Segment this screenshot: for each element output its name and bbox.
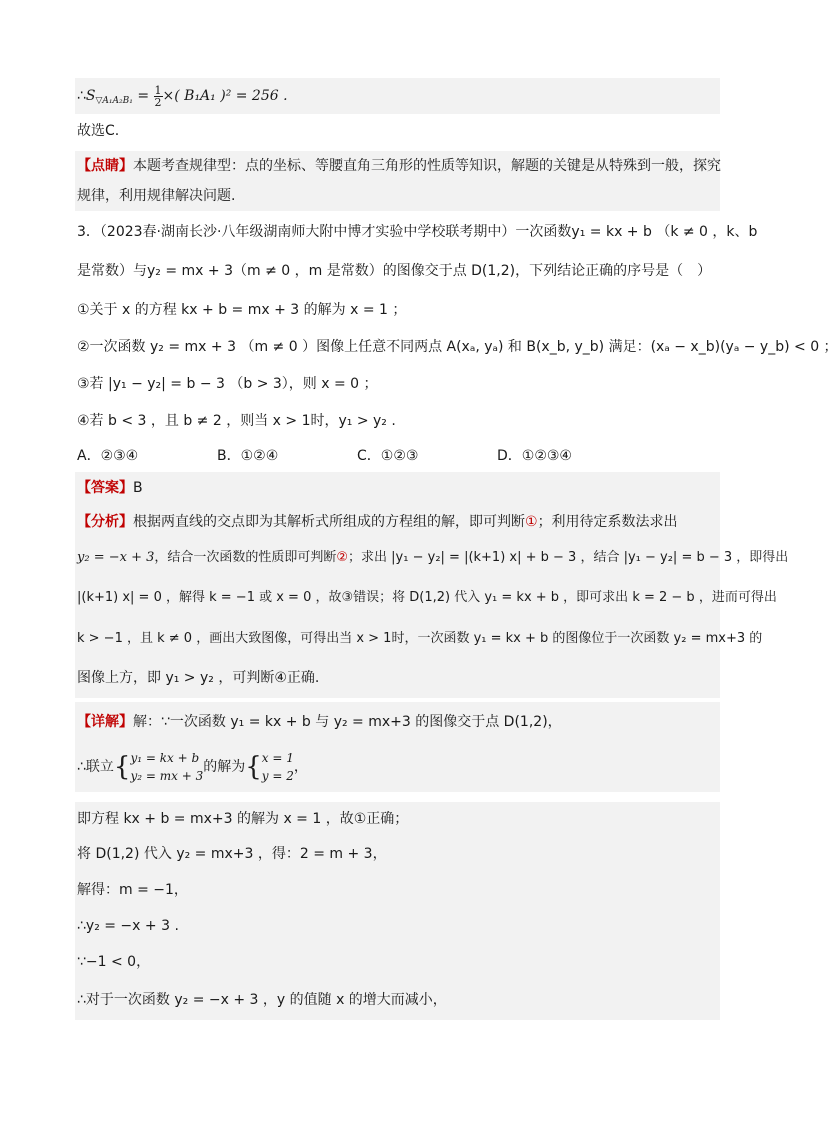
detail-line-3: 即方程 kx + b = mx+3 的解为 x = 1 ，故①正确； (75, 802, 720, 836)
equation-system-1 (130, 749, 203, 785)
analysis-line-3: |(k+1) x| = 0 ，解得 k = −1 或 x = 0 ，故③错误；将 D(1,2) 代入 y₁ = kx + b ，即可求出 k = 2 − b ，进而可得出 (75, 576, 720, 620)
analysis-tail-1: ；利用待定系数法求出 (537, 514, 678, 530)
option-d: D．①②③④ (497, 448, 572, 464)
comment-tag: 【点睛】 (77, 158, 133, 174)
comment-text-1: 本题考查规律型：点的坐标、等腰直角三角形的性质等知识，解题的关键是从特殊到一般，探究 (133, 158, 721, 174)
system-1-eq-1: y₁ = kx + b (130, 751, 200, 765)
detail-line-6: ∴y₂ = −x + 3 . (75, 908, 720, 944)
detail-line-5: 解得：m = −1， (75, 872, 720, 908)
detail-line-4: 将 D(1,2) 代入 y₂ = mx+3 ，得：2 = m + 3， (75, 836, 720, 872)
fraction-denominator: 2 (154, 95, 162, 109)
equals: = (132, 88, 154, 104)
left-brace-2: { (245, 752, 262, 782)
answer-value: B (133, 480, 143, 496)
analysis-ref-1: ① (525, 514, 538, 530)
system-2-eq-2: y = 2 (261, 769, 294, 783)
answer-tag: 【答案】 (77, 480, 133, 496)
detail-tag: 【详解】 (77, 714, 133, 730)
comment-line-2: 规律，利用规律解决问题. (75, 181, 720, 211)
analysis-line-1 (75, 504, 720, 540)
analysis-text-2: ，结合一次函数的性质即可判断 (154, 550, 337, 565)
area-symbol: S (85, 88, 96, 104)
option-c: C．①②③ (357, 448, 419, 464)
answer-line (75, 472, 720, 504)
question-header: 3．（2023春·湖南长沙·八年级湖南师大附中博才实验中学校联考期中）一次函数y₁ = kx + b （k ≠ 0 ，k、b (77, 224, 758, 240)
detail-text-1: 解：∵一次函数 y₁ = kx + b 与 y₂ = mx+3 的图像交于点 D(1,2)， (133, 714, 562, 730)
analysis-tail-2: ；求出 |y₁ − y₂| = |(k+1) x| + b − 3 ，结合 |y₁ − y₂| = b − 3 ，即得出 (348, 550, 789, 565)
detail-end-2: ， (293, 759, 308, 775)
area-subscript: ▽A₁A₂B₁ (95, 96, 133, 106)
area-formula-line (75, 78, 720, 114)
option-b: B．①②④ (217, 448, 279, 464)
analysis-text-1: 根据两直线的交点即为其解析式所组成的方程组的解，即可判断 (133, 514, 525, 530)
analysis-ref-2: ② (336, 550, 349, 565)
analysis-line-5: 图像上方，即 y₁ > y₂ ，可判断④正确. (75, 658, 720, 698)
therefore-symbol: ∴ (77, 88, 86, 104)
analysis-line-2 (75, 540, 789, 576)
left-brace-1: { (113, 752, 131, 782)
fraction-half (154, 85, 163, 108)
detail-line-1 (75, 702, 720, 742)
equation-system-2 (262, 749, 294, 785)
statement-3: ③若 |y₁ − y₂| = b − 3 （b > 3），则 x = 0 ； (77, 376, 378, 392)
options-row (75, 446, 720, 466)
statement-4: ④若 b < 3 ，且 b ≠ 2 ，则当 x > 1时，y₁ > y₂ . (77, 413, 396, 429)
analysis-tag: 【分析】 (77, 514, 133, 530)
detail-mid-2: 的解为 (203, 759, 246, 775)
detail-line-7: ∵−1 < 0， (75, 944, 720, 980)
option-a: A．②③④ (77, 448, 139, 464)
statement-2: ②一次函数 y₂ = mx + 3 （m ≠ 0 ）图像上任意不同两点 A(xₐ, yₐ) 和 B(x_b, y_b) 满足：(xₐ − x_b)(yₐ − y_b) < 0 ； (77, 339, 838, 355)
question-line-2: 是常数）与y₂ = mx + 3（m ≠ 0 ，m 是常数）的图像交于点 D(1,2)，下列结论正确的序号是（ ） (77, 263, 712, 279)
analysis-line-4: k > −1 ，且 k ≠ 0 ，画出大致图像，可得出当 x > 1时，一次函数 y₁ = kx + b 的图像位于一次函数 y₂ = mx+3 的 (75, 620, 720, 658)
system-1-eq-2: y₂ = mx + 3 (130, 769, 204, 783)
choice-line: 故选C. (77, 123, 120, 139)
detail-prefix-2: ∴联立 (77, 759, 114, 775)
detail-line-2 (75, 742, 720, 792)
fraction-numerator: 1 (154, 83, 162, 97)
statement-1: ①关于 x 的方程 kx + b = mx + 3 的解为 x = 1 ； (77, 302, 407, 318)
detail-line-8: ∴对于一次函数 y₂ = −x + 3 ，y 的值随 x 的增大而减小， (75, 980, 720, 1020)
comment-line-1 (75, 151, 720, 181)
system-2-eq-1: x = 1 (261, 751, 294, 765)
analysis-math-2: y₂ = −x + 3 (77, 550, 155, 565)
area-expression: ×( B₁A₁ )² = 256 . (162, 88, 288, 104)
